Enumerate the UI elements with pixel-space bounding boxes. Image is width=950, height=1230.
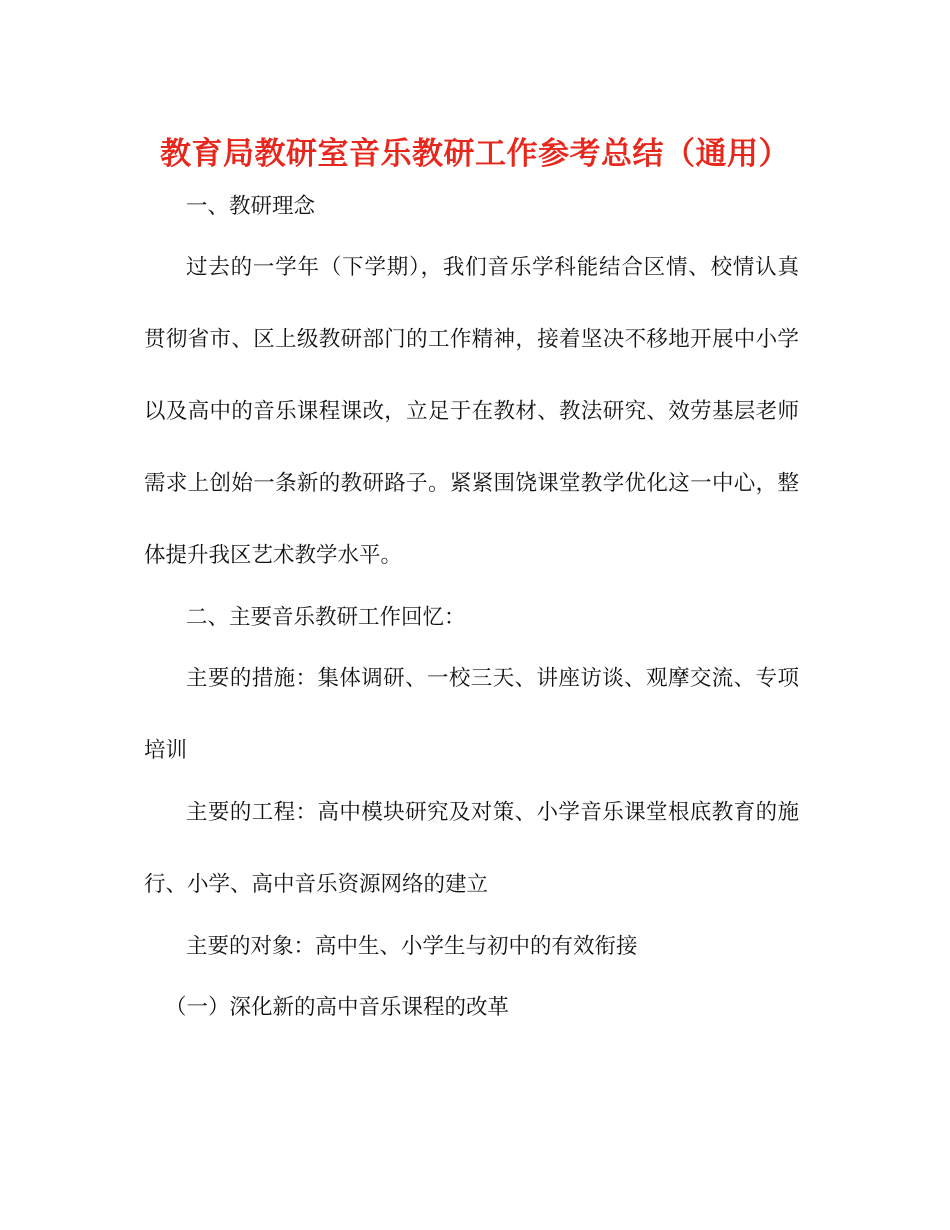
paragraph-line: 培训: [144, 738, 188, 763]
paragraph-line: 主要的工程：高中模块研究及对策、小学音乐课堂根底教育的施: [186, 800, 799, 825]
paragraph-line: 主要的对象：高中生、小学生与初中的有效衔接: [186, 934, 638, 959]
section-heading-2: 二、主要音乐教研工作回忆：: [186, 605, 466, 630]
paragraph-line: 行、小学、高中音乐资源网络的建立: [144, 872, 489, 897]
paragraph-line: 过去的一学年（下学期），我们音乐学科能结合区情、校情认真: [186, 255, 799, 280]
paragraph-line: 体提升我区艺术教学水平。: [144, 543, 403, 568]
paragraph-line: 主要的措施：集体调研、一校三天、讲座访谈、观摩交流、专项: [186, 666, 799, 691]
paragraph-line: 以及高中的音乐课程课改，立足于在教材、教法研究、效劳基层老师: [144, 399, 799, 424]
paragraph-line: 需求上创始一条新的教研路子。紧紧围饶课堂教学优化这一中心，整: [144, 471, 799, 496]
document-title: 教育局教研室音乐教研工作参考总结（通用）: [160, 136, 790, 172]
paragraph-line: 贯彻省市、区上级教研部门的工作精神，接着坚决不移地开展中小学: [144, 327, 799, 352]
subsection-heading: （一）深化新的高中音乐课程的改革: [165, 995, 510, 1020]
section-heading-1: 一、教研理念: [186, 194, 316, 219]
